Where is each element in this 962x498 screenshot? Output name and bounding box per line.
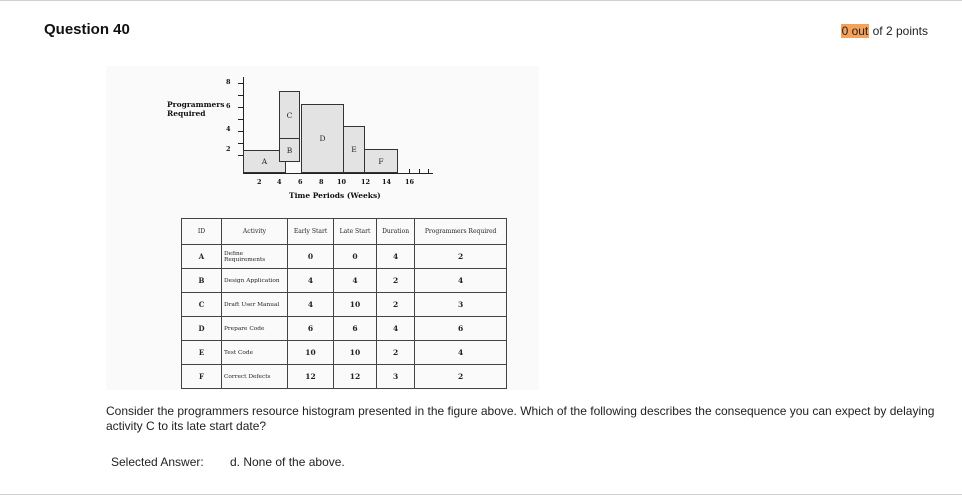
x-tick-14: 14: [382, 178, 392, 186]
block-a: A: [243, 150, 286, 173]
cell-early-start: 4: [288, 293, 334, 317]
block-b: B: [279, 138, 300, 162]
y-tick-mark: [238, 131, 244, 132]
x-axis: [243, 173, 433, 174]
cell-programmers: 6: [415, 317, 507, 341]
x-tick-6: 6: [298, 178, 303, 186]
cell-activity: Draft User Manual: [222, 293, 288, 317]
header-programmers: Programmers Required: [415, 219, 507, 245]
cell-id: F: [182, 365, 222, 389]
cell-id: A: [182, 245, 222, 269]
cell-duration: 3: [376, 365, 414, 389]
cell-activity: Correct Defects: [222, 365, 288, 389]
cell-early-start: 10: [288, 341, 334, 365]
cell-late-start: 10: [334, 341, 377, 365]
cell-programmers: 2: [415, 365, 507, 389]
x-tick-16: 16: [405, 178, 415, 186]
cell-early-start: 12: [288, 365, 334, 389]
y-tick-mark: [238, 107, 244, 108]
cell-late-start: 4: [334, 269, 377, 293]
header-duration: Duration: [376, 219, 414, 245]
block-c: C: [279, 91, 300, 139]
cell-duration: 2: [376, 341, 414, 365]
question-figure: [106, 66, 539, 390]
cell-programmers: 4: [415, 341, 507, 365]
cell-id: B: [182, 269, 222, 293]
selected-answer-label: Selected Answer:: [111, 455, 204, 469]
score-highlight: 0 out: [841, 24, 869, 38]
cell-activity: Define Requirements: [222, 245, 288, 269]
table-row: [182, 365, 507, 389]
header-id: ID: [182, 219, 222, 245]
x-tick-10: 10: [337, 178, 347, 186]
cell-duration: 2: [376, 293, 414, 317]
cell-activity: Design Application: [222, 269, 288, 293]
y-tick-6: 6: [226, 102, 231, 110]
cell-early-start: 4: [288, 269, 334, 293]
x-tick-2: 2: [257, 178, 262, 186]
top-divider: [0, 0, 962, 1]
block-e: E: [343, 126, 365, 173]
y-tick-8: 8: [226, 78, 231, 86]
table-row: [182, 269, 507, 293]
score-rest: of 2 points: [869, 24, 928, 38]
bottom-divider: [0, 494, 962, 495]
cell-programmers: 3: [415, 293, 507, 317]
cell-duration: 2: [376, 269, 414, 293]
cell-id: E: [182, 341, 222, 365]
table-header-row: [182, 219, 507, 245]
x-tick-mark: [419, 169, 420, 174]
cell-late-start: 6: [334, 317, 377, 341]
cell-late-start: 10: [334, 293, 377, 317]
cell-late-start: 0: [334, 245, 377, 269]
header-activity: Activity: [222, 219, 288, 245]
cell-programmers: 4: [415, 269, 507, 293]
y-label-line-1: Programmers: [167, 100, 225, 109]
histogram-x-label: Time Periods (Weeks): [289, 191, 381, 200]
cell-early-start: 0: [288, 245, 334, 269]
table-row: [182, 245, 507, 269]
cell-duration: 4: [376, 245, 414, 269]
x-tick-8: 8: [319, 178, 324, 186]
cell-id: D: [182, 317, 222, 341]
y-label-line-2: Required: [167, 109, 206, 118]
cell-programmers: 2: [415, 245, 507, 269]
x-tick-mark: [409, 169, 410, 174]
header-early-start: Early Start: [288, 219, 334, 245]
cell-duration: 4: [376, 317, 414, 341]
x-tick-mark: [428, 169, 429, 174]
histogram-y-label: [167, 100, 224, 118]
cell-id: C: [182, 293, 222, 317]
question-title: Question 40: [44, 21, 130, 38]
table-row: [182, 341, 507, 365]
cell-late-start: 12: [334, 365, 377, 389]
y-tick-4: 4: [226, 125, 231, 133]
block-d: D: [301, 104, 344, 173]
x-tick-12: 12: [361, 178, 371, 186]
table-row: [182, 293, 507, 317]
cell-activity: Prepare Code: [222, 317, 288, 341]
cell-activity: Test Code: [222, 341, 288, 365]
x-tick-4: 4: [277, 178, 282, 186]
header-late-start: Late Start: [334, 219, 377, 245]
block-f: F: [364, 149, 398, 173]
y-tick-mark: [238, 83, 244, 84]
cell-early-start: 6: [288, 317, 334, 341]
y-tick-2: 2: [226, 145, 231, 153]
question-score: [841, 24, 928, 38]
selected-answer-value: d. None of the above.: [230, 455, 345, 469]
y-tick-mark: [238, 143, 244, 144]
question-text: Consider the programmers resource histogram presented in the figure above. Which of the following describes the consequence you can expect by delaying activity C to its late start date?: [106, 404, 935, 433]
activity-table: [181, 218, 507, 389]
y-tick-mark: [238, 119, 244, 120]
y-tick-mark: [238, 95, 244, 96]
table-row: [182, 317, 507, 341]
